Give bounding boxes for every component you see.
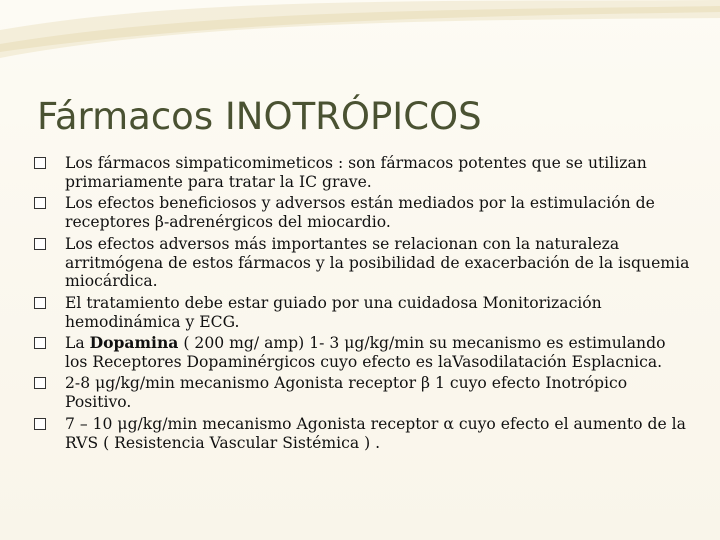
bullet-item-6: [30, 374, 690, 412]
bullet-item-7-text: 7 – 10 μg/kg/min mecanismo Agonista receptor α cuyo efecto el aumento de la RVS ( Resistencia Vascular Sistémica ) .: [65, 414, 686, 452]
bullet-item-1: [30, 154, 690, 192]
bullet-item-1-text: Los fármacos simpaticomimeticos : son fármacos potentes que se utilizan primariamente para tratar la IC grave.: [65, 154, 647, 191]
bullet-item-2-text: Los efectos beneficiosos y adversos están mediados por la estimulación de receptores β-adrenérgicos del miocardio.: [65, 194, 655, 232]
bullet-item-3-text: Los efectos adversos más importantes se relacionan con la naturaleza arritmógena de estos fármacos y la posibilidad de exacerbación de la isquemia miocárdica.: [65, 234, 690, 291]
bullet-item-5-text: ( 200 mg/ amp) 1- 3 μg/kg/min su mecanismo es estimulando los Receptores Dopaminérgicos cuyo efecto es laVasodilatación Esplacnica.: [65, 334, 666, 372]
missing-glyph-box-icon: [34, 337, 46, 349]
bullet-item-6-text: 2-8 μg/kg/min mecanismo Agonista receptor β 1 cuyo efecto Inotrópico Positivo.: [65, 374, 628, 412]
bullet-list: [30, 154, 690, 455]
missing-glyph-box-icon: [34, 418, 46, 430]
bullet-item-2: [30, 194, 690, 232]
bullet-item-4-text: El tratamiento debe estar guiado por una cuidadosa Monitorización hemodinámica y ECG.: [65, 293, 602, 331]
missing-glyph-box-icon: [34, 197, 46, 209]
missing-glyph-box-icon: [34, 297, 46, 309]
bullet-item-7: [30, 415, 690, 453]
dopamina-term: Dopamina: [89, 333, 179, 353]
bullet-item-5: [30, 334, 690, 372]
bullet-item-4: [30, 294, 690, 332]
missing-glyph-box-icon: [34, 377, 46, 389]
missing-glyph-box-icon: [34, 157, 46, 169]
slide-title: Fármacos INOTRÓPICOS: [37, 95, 482, 138]
bullet-item-5-prefix: La: [65, 334, 90, 353]
bullet-item-3: [30, 235, 690, 292]
missing-glyph-box-icon: [34, 238, 46, 250]
